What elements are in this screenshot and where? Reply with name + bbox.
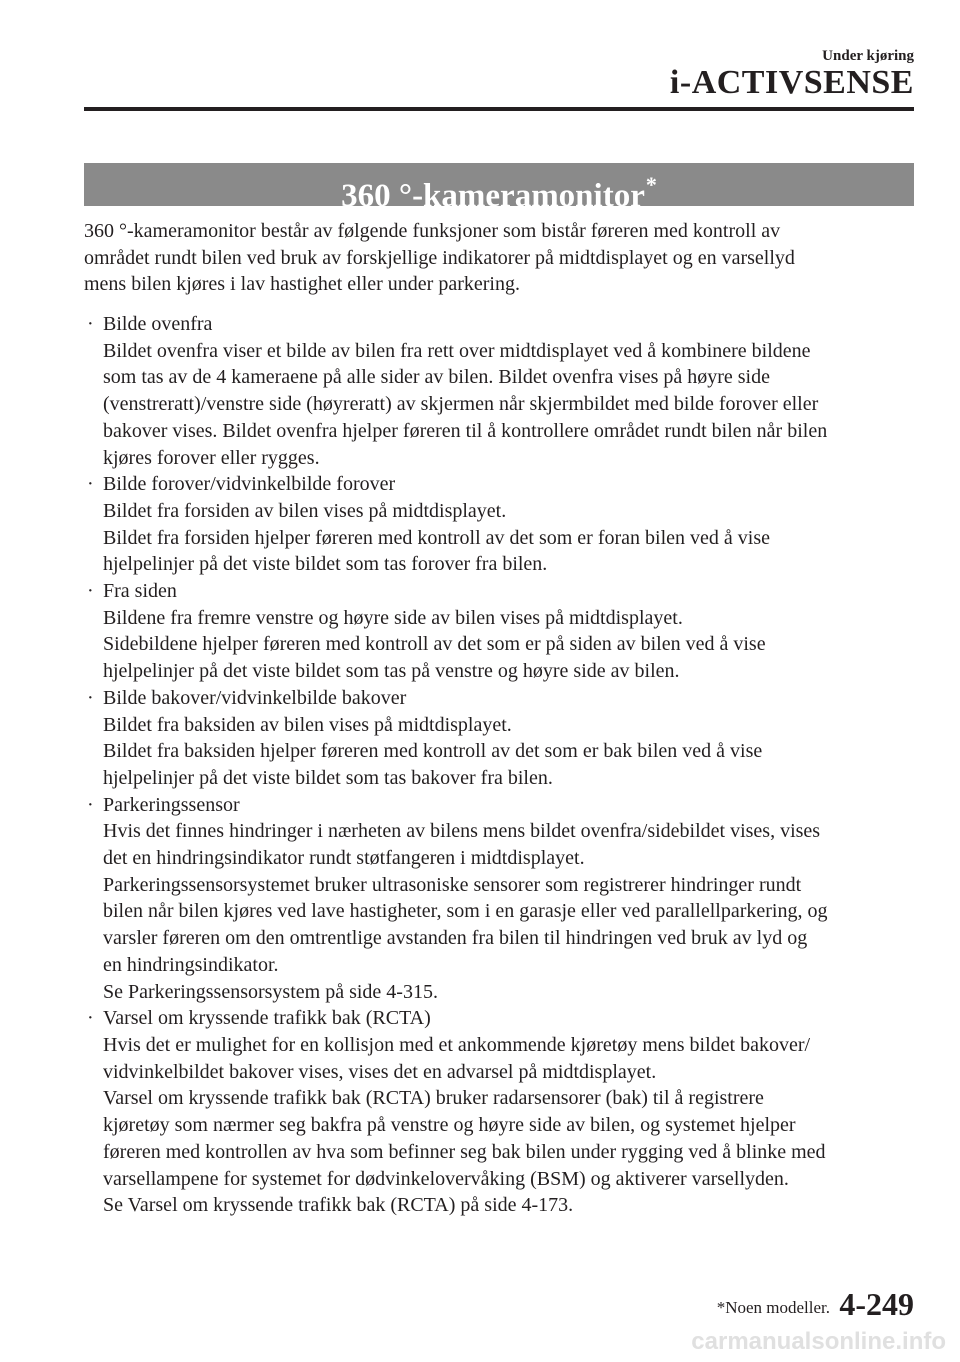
feature-text-line: bilen når bilen kjøres ved lave hastigheter, som i en garasje eller ved parallellparkering, og [103,900,828,923]
feature-item [84,471,916,578]
intro-line: området rundt bilen ved bruk av forskjellige indikatorer på midtdisplayet og en varsellyd [84,246,795,269]
feature-text-line: varsler føreren om den omtrentlige avstanden fra bilen til hindringen ved bruk av lyd og [103,927,808,950]
feature-text-line: Hvis det finnes hindringer i nærheten av bilens mens bildet ovenfra/sidebildet vises, vises [103,820,821,843]
bullet-dot: · [87,793,94,816]
header-rule [84,107,914,111]
feature-text-line: føreren med kontrollen av hva som befinner seg bak bilen under rygging ved å blinke med [103,1140,826,1163]
feature-item [84,311,916,471]
feature-heading: Bilde forover/vidvinkelbilde forover [103,473,396,496]
chapter-header: i-ACTIVSENSE [669,64,914,101]
feature-text-line: Varsel om kryssende trafikk bak (RCTA) bruker radarsensorer (bak) til å registrere [103,1087,764,1110]
feature-text-line: bakover vises. Bildet ovenfra hjelper føreren til å kontrollere området rundt bilen når bilen [103,419,828,442]
feature-text-line: hjelpelinjer på det viste bildet som tas forover fra bilen. [103,553,548,576]
feature-heading: Parkeringssensor [103,793,240,816]
feature-text-line: Se Parkeringssensorsystem på side 4-315. [103,980,438,1003]
section-title-bar [84,163,914,214]
intro-paragraph [84,218,914,298]
feature-text-line: hjelpelinjer på det viste bildet som tas på venstre og høyre side av bilen. [103,660,680,683]
feature-text-line: Parkeringssensorsystemet bruker ultrasoniske sensorer som registrerer hindringer rundt [103,873,802,896]
feature-text-line: varsellampene for systemet for dødvinkelovervåking (BSM) og aktiverer varsellyden. [103,1167,789,1190]
watermark: carmanualsonline.info [691,1328,946,1355]
feature-text-line: Bildet fra baksiden hjelper føreren med kontroll av det som er bak bilen ved å vise [103,740,763,763]
feature-heading: Fra siden [103,580,177,603]
bullet-dot: · [87,473,94,496]
section-title [341,163,657,218]
feature-text-line: hjelpelinjer på det viste bildet som tas bakover fra bilen. [103,766,553,789]
feature-list [84,311,916,1219]
feature-text-line: Se Varsel om kryssende trafikk bak (RCTA) på side 4-173. [103,1194,574,1217]
feature-item [84,578,916,685]
section-title-text: 360 °-kameramonitor [341,178,645,214]
footnote-asterisk: * [645,172,657,197]
feature-text-line: en hindringsindikator. [103,953,279,976]
page-number: 4-249 [839,1286,914,1322]
feature-text-line: det en hindringsindikator rundt støtfangeren i midtdisplayet. [103,847,585,870]
feature-text-line: Hvis det er mulighet for en kollisjon med et ankommende kjøretøy mens bildet bakover/ [103,1033,811,1056]
bullet-dot: · [87,580,94,603]
feature-text-line: Sidebildene hjelper føreren med kontroll av det som er på siden av bilen ved å vise [103,633,766,656]
intro-line: 360 °-kameramonitor består av følgende funksjoner som bistår føreren med kontroll av [84,220,781,242]
feature-text-line: Bildet fra forsiden hjelper føreren med kontroll av det som er foran bilen ved å vise [103,526,770,549]
feature-text-line: kjøres forover eller rygges. [103,446,320,469]
feature-item [84,792,916,1006]
feature-text-line: (venstreratt)/venstre side (høyreratt) av skjermen når skjermbildet med bilde forover eller [103,393,819,416]
feature-text-line: kjøretøy som nærmer seg bakfra på venstre og høyre side av bilen, og systemet hjelper [103,1114,796,1137]
feature-item [84,1005,916,1219]
intro-line: mens bilen kjøres i lav hastighet eller under parkering. [84,273,520,296]
bullet-dot: · [87,686,94,709]
footnote: *Noen modeller. [716,1298,830,1317]
feature-item [84,685,916,792]
feature-text-line: Bildet fra forsiden av bilen vises på midtdisplayet. [103,499,507,522]
section-header: Under kjøring [822,48,914,64]
feature-heading: Bilde bakover/vidvinkelbilde bakover [103,686,407,709]
feature-text-line: vidvinkelbildet bakover vises, vises det en advarsel på midtdisplayet. [103,1060,657,1083]
bullet-dot: · [87,1007,94,1030]
feature-text-line: Bildet ovenfra viser et bilde av bilen fra rett over midtdisplayet ved å kombinere bildene [103,339,811,362]
feature-text-line: Bildene fra fremre venstre og høyre side av bilen vises på midtdisplayet. [103,606,683,629]
intro-text [84,218,914,298]
feature-heading: Varsel om kryssende trafikk bak (RCTA) [103,1007,431,1030]
bullet-dot: · [87,313,94,335]
feature-text-line: som tas av de 4 kameraene på alle sider av bilen. Bildet ovenfra vises på høyre side [103,366,770,389]
feature-text-line: Bildet fra baksiden av bilen vises på midtdisplayet. [103,713,512,736]
feature-heading: Bilde ovenfra [103,313,213,335]
